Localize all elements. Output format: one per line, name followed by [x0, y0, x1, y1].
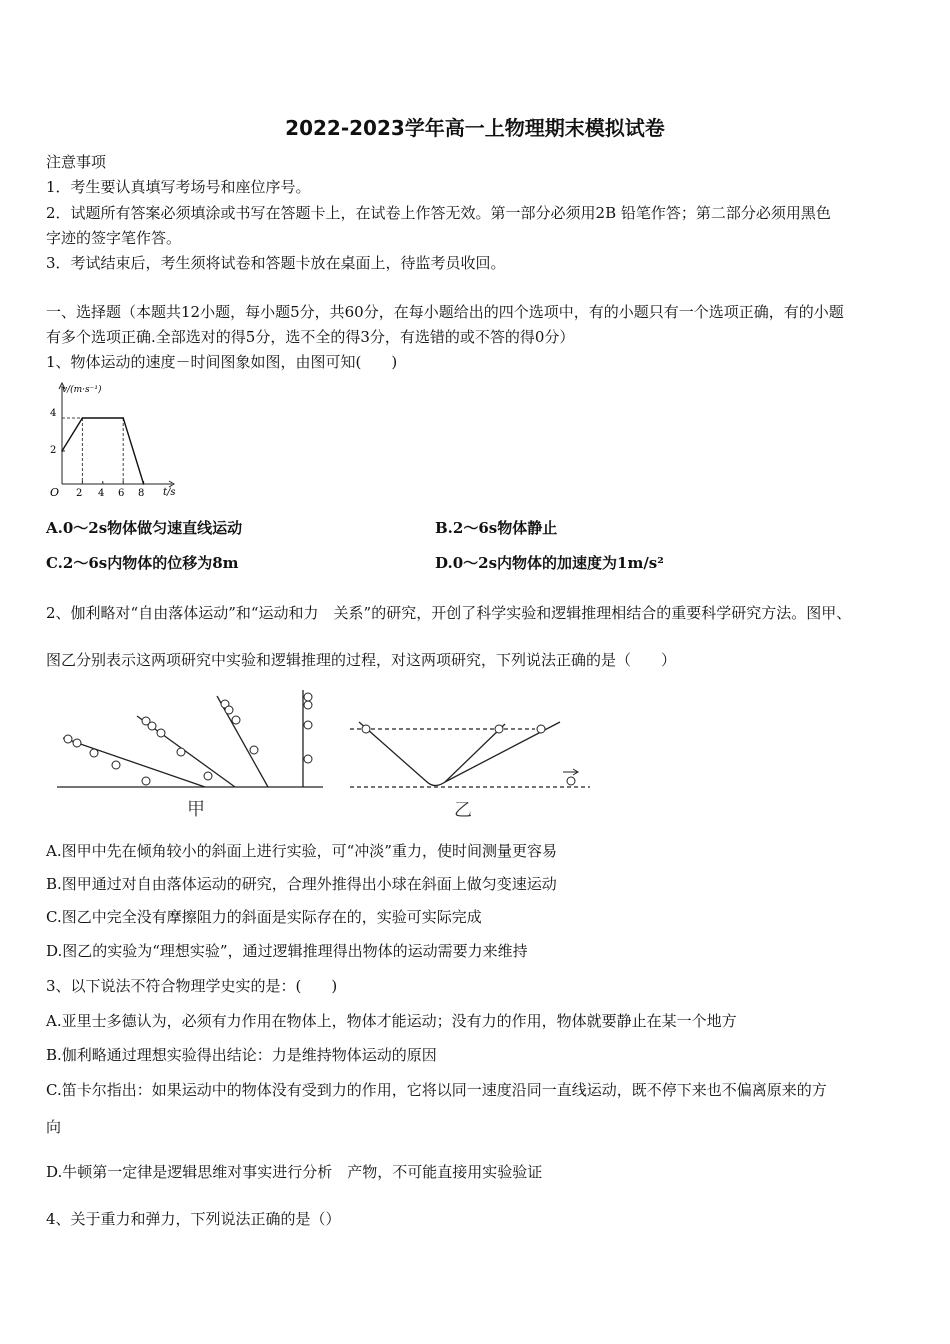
q1-option-a: A.0～2s物体做匀速直线运动	[46, 519, 243, 537]
q1-stem: 1、物体运动的速度－时间图象如图，由图可知( )	[46, 353, 398, 371]
vt-ylabel: v/(m·s⁻¹)	[62, 385, 102, 395]
vt-plot	[59, 383, 174, 487]
vt-point	[143, 483, 145, 485]
figure-label-yi: 乙	[454, 800, 472, 821]
ball	[304, 701, 312, 709]
section1-intro-line1: 一、选择题（本题共12小题，每小题5分，共60分，在每小题给出的四个选项中，有的小题只有一个选项正确，有的小题	[46, 303, 844, 321]
curve-path-steep	[359, 722, 505, 786]
q3-option-c: C.笛卡尔指出：如果运动中的物体没有受到力的作用，它将以同一速度沿同一直线运动，既不停下来也不偏离原来的方	[46, 1081, 827, 1099]
ball	[73, 739, 81, 747]
ball	[177, 748, 185, 756]
incline-1	[63, 738, 205, 787]
vt-ytick-4: 4	[50, 408, 57, 419]
ball	[225, 706, 233, 714]
notice-heading: 注意事项	[46, 153, 107, 171]
ball	[142, 777, 150, 785]
section1-intro-line2: 有多个选项正确.全部选对的得5分，选不全的得3分，有选错的或不答的得0分）	[46, 328, 575, 346]
vt-point	[82, 417, 84, 419]
ball	[112, 761, 120, 769]
ball	[204, 772, 212, 780]
q3-option-b: B.伽利略通过理想实验得出结论：力是维持物体运动的原因	[46, 1046, 437, 1064]
q1-vt-graph	[40, 378, 190, 503]
ball	[157, 729, 165, 737]
ball	[495, 725, 503, 733]
page-title: 2022-2023学年高一上物理期末模拟试卷	[285, 116, 665, 140]
ball	[148, 722, 156, 730]
q3-option-a: A.亚里士多德认为，必须有力作用在物体上，物体才能运动；没有力的作用，物体就要静止在某一个地方	[46, 1012, 737, 1030]
q2-stem-line2: 图乙分别表示这两项研究中实验和逻辑推理的过程，对这两项研究，下列说法正确的是（ ）	[46, 651, 677, 669]
ball	[362, 725, 370, 733]
vt-point	[122, 417, 124, 419]
vt-xtick-8: 8	[138, 488, 145, 499]
vt-series-line	[62, 418, 144, 484]
notice-item-1: 1．考生要认真填写考场号和座位序号。	[46, 178, 311, 196]
ball	[567, 777, 575, 785]
q2-option-a: A.图甲中先在倾角较小的斜面上进行实验，可“冲淡”重力，使时间测量更容易	[46, 842, 557, 860]
q2-stem-line1: 2、伽利略对“自由落体运动”和“运动和力 关系”的研究，开创了科学实验和逻辑推理相结合的重要科学研究方法。图甲、	[46, 604, 852, 622]
ball	[90, 749, 98, 757]
vt-point	[61, 450, 63, 452]
q1-option-b: B.2～6s物体静止	[435, 519, 558, 537]
notice-item-3: 3．考试结束后，考生须将试卷和答题卡放在桌面上，待监考员收回。	[46, 254, 506, 272]
q3-stem: 3、以下说法不符合物理学史实的是：( )	[46, 977, 338, 995]
q2-option-b: B.图甲通过对自由落体运动的研究，合理外推得出小球在斜面上做匀变速运动	[46, 875, 557, 893]
vt-xlabel: t/s	[163, 487, 176, 498]
q2-figure-yi	[345, 710, 595, 825]
q3-option-c-cont: 向	[46, 1118, 62, 1136]
vt-xtick-4: 4	[98, 488, 105, 499]
notice-item-2-cont: 字迹的签字笔作答。	[46, 229, 182, 247]
q2-figure-jia	[55, 688, 325, 823]
q2-option-c: C.图乙中完全没有摩擦阻力的斜面是实际存在的，实验可实际完成	[46, 908, 482, 926]
vt-ytick-2: 2	[50, 445, 57, 456]
q4-stem: 4、关于重力和弹力，下列说法正确的是（）	[46, 1210, 341, 1228]
q1-option-c: C.2～6s内物体的位移为8m	[46, 554, 239, 572]
figure-label-jia: 甲	[187, 799, 205, 820]
ball	[304, 755, 312, 763]
ball	[232, 716, 240, 724]
vt-xtick-6: 6	[118, 488, 125, 499]
q3-option-d: D.牛顿第一定律是逻辑思维对事实进行分析 产物，不可能直接用实验验证	[46, 1163, 543, 1181]
ball	[537, 725, 545, 733]
ball	[64, 735, 72, 743]
ball	[304, 693, 312, 701]
vt-xtick-2: 2	[76, 488, 83, 499]
ball	[304, 721, 312, 729]
notice-item-2: 2．试题所有答案必须填涂或书写在答题卡上，在试卷上作答无效。第一部分必须用2B 铅笔作答；第二部分必须用黑色	[46, 204, 831, 222]
ball	[250, 746, 258, 754]
vt-origin: O	[50, 486, 60, 499]
q1-option-d: D.0～2s内物体的加速度为1m/s²	[435, 554, 664, 572]
q2-option-d: D.图乙的实验为“理想实验”，通过逻辑推理得出物体的运动需要力来维持	[46, 942, 528, 960]
